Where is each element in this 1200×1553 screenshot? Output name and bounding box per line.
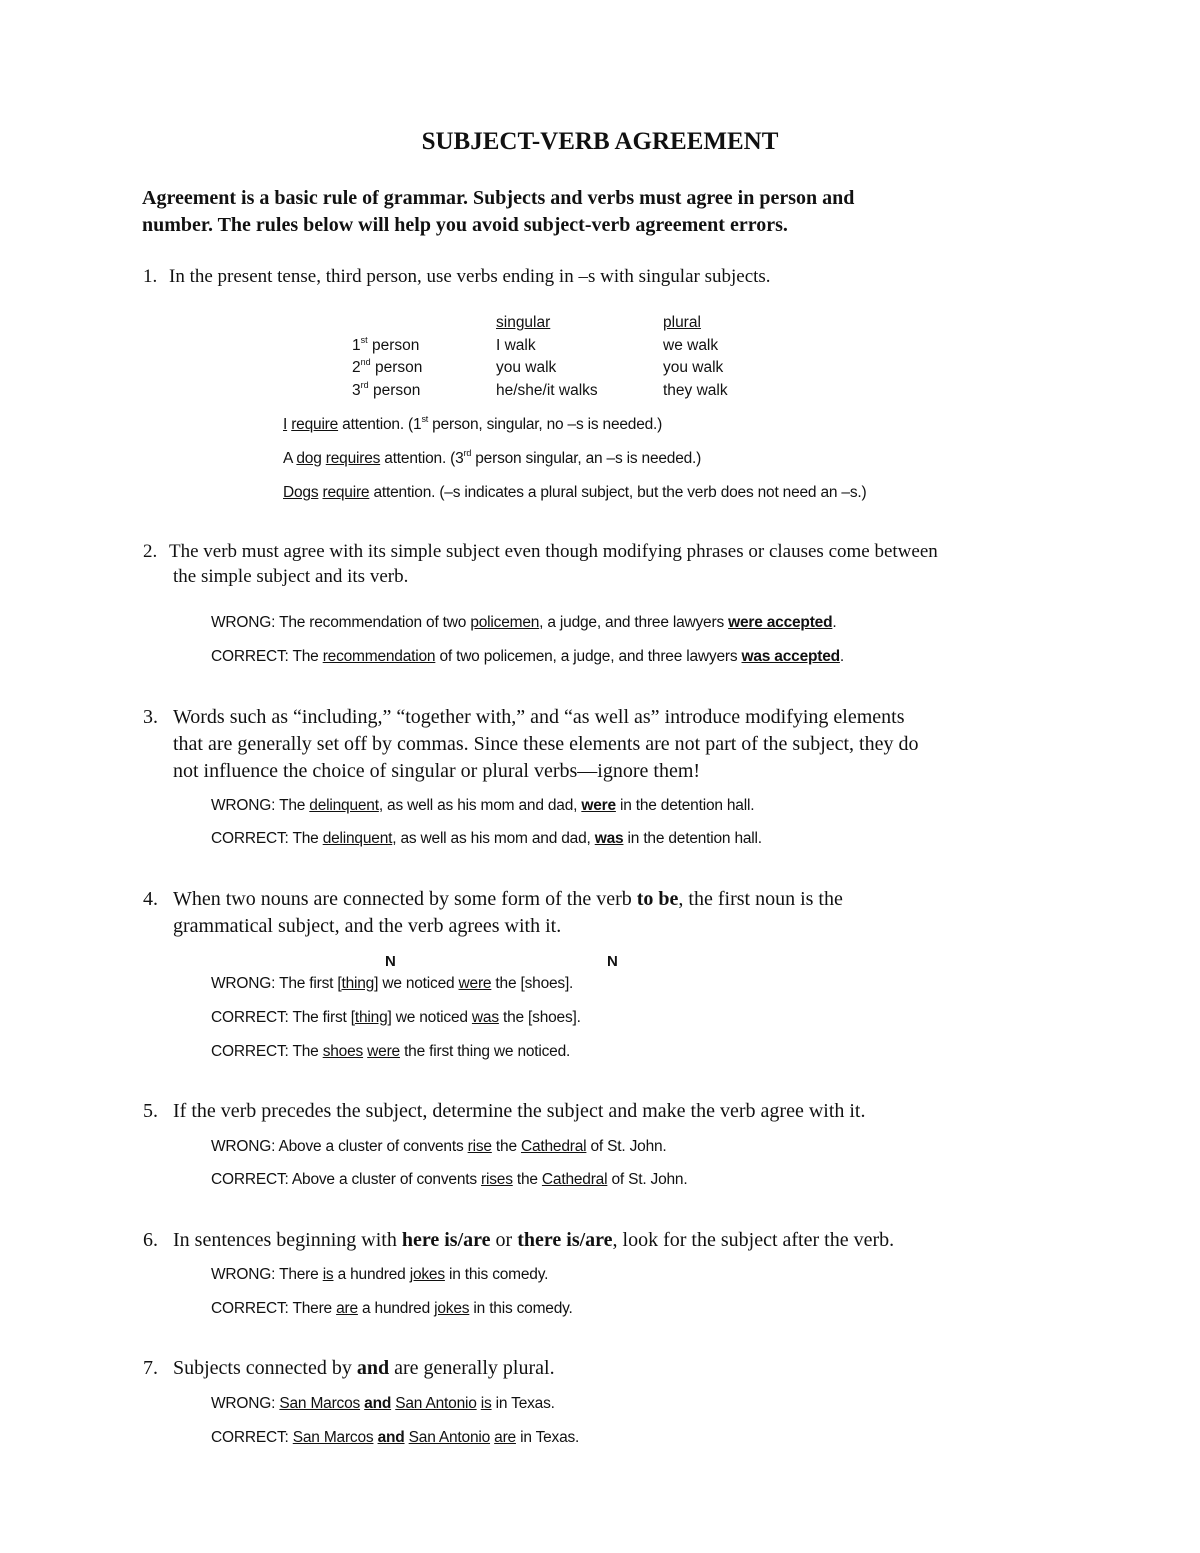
rule-2-correct-example: CORRECT: The recommendation of two policemen, a judge, and three lawyers was accepted. [211,648,845,665]
table-row-person: 3rd person [352,380,421,399]
intro-line-2: number. The rules below will help you avoid subject-verb agreement errors. [142,214,788,236]
rule-1-example-1: I require attention. (1st person, singular, no –s is needed.) [283,414,663,433]
rule-3-line-2: that are generally set off by commas. Since these elements are not part of the subject, they do [173,733,919,755]
rule-6-wrong-example: WRONG: There is a hundred jokes in this comedy. [211,1266,549,1283]
rule-3-correct-example: CORRECT: The delinquent, as well as his mom and dad, was in the detention hall. [211,830,762,847]
rule-1-example-2: A dog requires attention. (3rd person singular, an –s is needed.) [283,448,702,467]
rule-6-number: 6. [143,1229,158,1251]
table-row-plural: we walk [663,337,719,354]
rule-6-correct-example: CORRECT: There are a hundred jokes in this comedy. [211,1300,573,1317]
table-row-singular: you walk [496,359,557,376]
table-row-person: 1st person [352,335,420,354]
rule-4-line-1: When two nouns are connected by some form of the verb to be, the first noun is the [173,888,843,910]
rule-6-text: In sentences beginning with here is/are or there is/are, look for the subject after the verb. [173,1229,895,1251]
rule-1-example-3: Dogs require attention. (–s indicates a plural subject, but the verb does not need an –s.) [283,484,867,501]
table-row-plural: they walk [663,382,728,399]
table-head-singular: singular [496,314,551,331]
rule-2-wrong-example: WRONG: The recommendation of two policemen, a judge, and three lawyers were accepted. [211,614,837,631]
rule-4-correct-example-1: CORRECT: The first [thing] we noticed was the [shoes]. [211,1009,581,1026]
noun-marker: N [385,953,396,970]
rule-3-wrong-example: WRONG: The delinquent, as well as his mom and dad, were in the detention hall. [211,797,755,814]
page-title: SUBJECT-VERB AGREEMENT [421,128,779,155]
table-row-singular: I walk [496,337,536,354]
rule-2-line-1: The verb must agree with its simple subject even though modifying phrases or clauses come between [169,541,938,562]
rule-1-number: 1. [143,266,158,287]
rule-7-number: 7. [143,1357,158,1379]
rule-4-correct-example-2: CORRECT: The shoes were the first thing we noticed. [211,1043,571,1060]
rule-1-text: In the present tense, third person, use verbs ending in –s with singular subjects. [169,266,771,287]
rule-5-number: 5. [143,1100,158,1122]
rule-4-number: 4. [143,888,158,910]
rule-7-text: Subjects connected by and are generally plural. [173,1357,555,1379]
rule-7-correct-example: CORRECT: San Marcos and San Antonio are in Texas. [211,1429,580,1446]
rule-3-line-3: not influence the choice of singular or plural verbs—ignore them! [173,760,701,782]
table-row-person: 2nd person [352,357,423,376]
rule-5-correct-example: CORRECT: Above a cluster of convents rises the Cathedral of St. John. [211,1171,688,1188]
rule-4-wrong-example: WRONG: The first [thing] we noticed were the [shoes]. [211,975,574,992]
rule-3-number: 3. [143,706,158,728]
rule-5-text: If the verb precedes the subject, determine the subject and make the verb agree with it. [173,1100,866,1122]
table-row-plural: you walk [663,359,724,376]
rule-2-number: 2. [143,541,158,562]
table-row-singular: he/she/it walks [496,382,598,399]
intro-line-1: Agreement is a basic rule of grammar. Subjects and verbs must agree in person and [142,187,855,209]
rule-4-line-2: grammatical subject, and the verb agrees with it. [173,915,562,937]
rule-5-wrong-example: WRONG: Above a cluster of convents rise the Cathedral of St. John. [211,1138,667,1155]
table-head-plural: plural [663,314,701,331]
noun-marker: N [607,953,618,970]
rule-7-wrong-example: WRONG: San Marcos and San Antonio is in Texas. [211,1395,555,1412]
rule-3-line-1: Words such as “including,” “together with,” and “as well as” introduce modifying elements [173,706,905,728]
rule-2-line-2: the simple subject and its verb. [173,566,409,587]
